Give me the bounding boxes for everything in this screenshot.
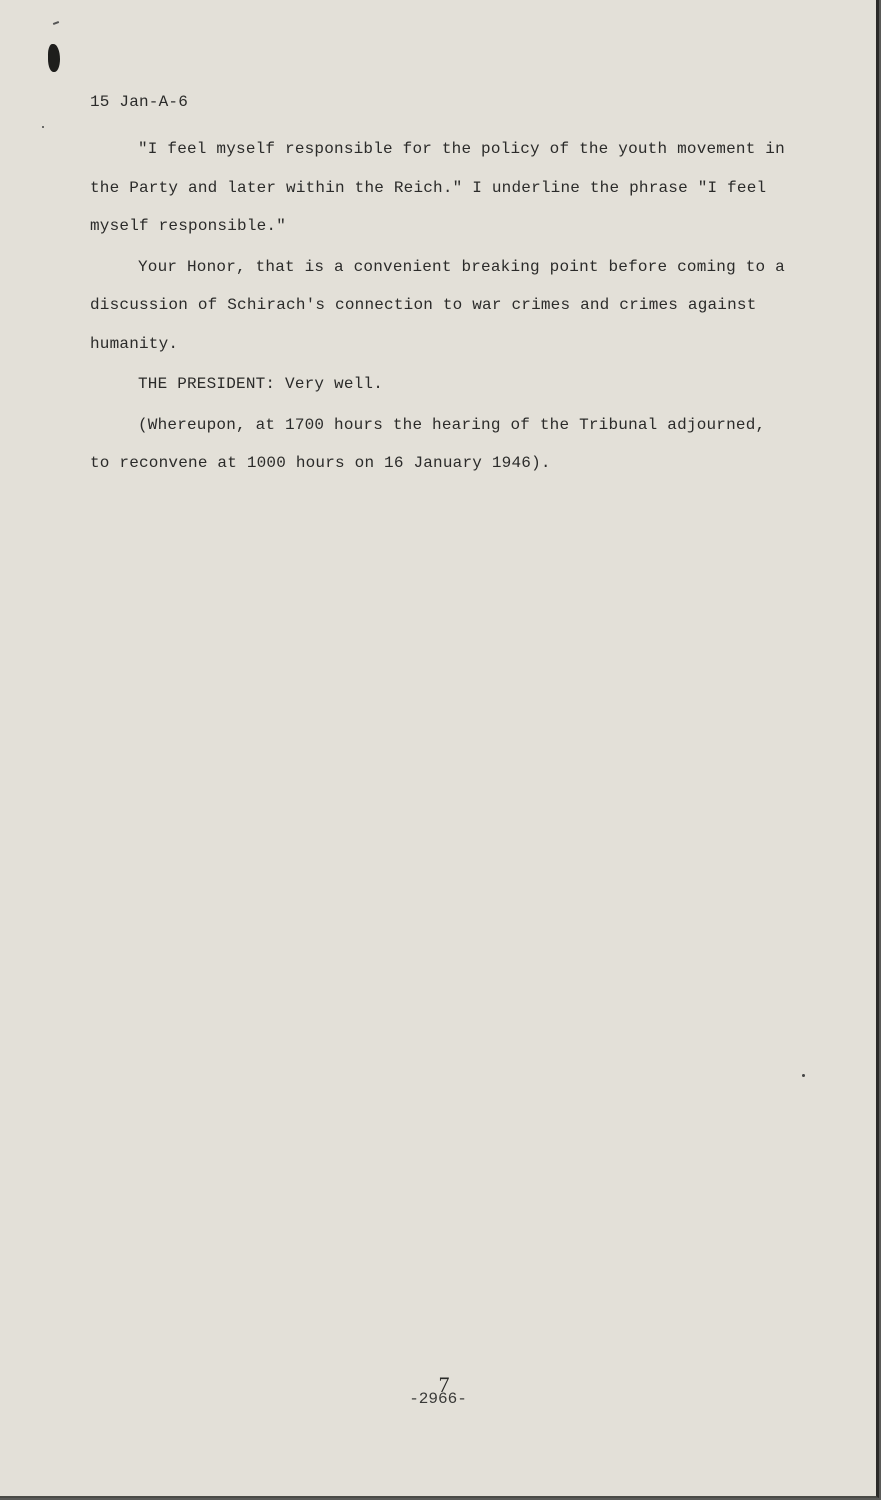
paragraph-breaking-point: Your Honor, that is a convenient breaking point before coming to a discussion of Schirach's connection to war crimes and crimes against humanity. (90, 257, 785, 353)
document-body (90, 90, 790, 483)
page-number-correction: 7 (438, 1372, 450, 1397)
paragraph-quote: "I feel myself responsible for the policy of the youth movement in the Party and later within the Reich." I underline the phrase "I feel myself responsible." (90, 140, 785, 235)
paragraph-adjournment: (Whereupon, at 1700 hours the hearing of the Tribunal adjourned, to reconvene at 1000 hours on 16 January 1946). (90, 415, 766, 472)
paragraph-president: THE PRESIDENT: Very well. (138, 375, 384, 393)
document-header: 15 Jan-A-6 (90, 93, 189, 111)
punch-hole-mark (53, 21, 59, 25)
page-number: -2966- (409, 1390, 467, 1408)
paper-speck (42, 126, 44, 128)
punch-hole (48, 44, 60, 72)
paper-speck (802, 1074, 805, 1077)
